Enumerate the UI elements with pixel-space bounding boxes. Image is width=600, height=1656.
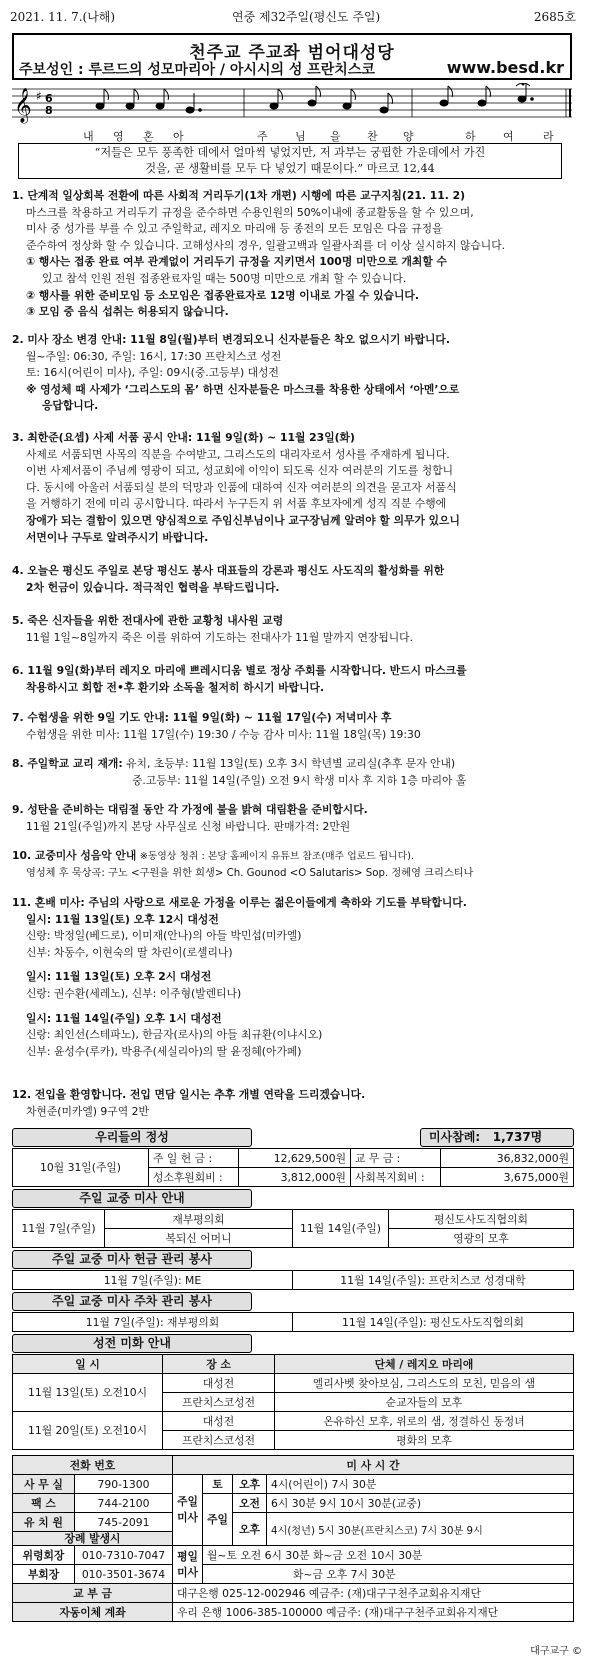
attendance-value: 1,737명 (492, 1130, 543, 1144)
beautify-group: 엘리사벳 찾아보심, 그리스도의 모친, 믿음의 샘 (275, 1374, 574, 1393)
notice-line: 준수하여 정상화 할 수 있습니다. 고해성사의 경우, 일괄고백과 일괄사죄를 더 이상 실시하지 않습니다. (26, 238, 506, 252)
offering-value: 12,629,500원 (239, 1149, 351, 1168)
notice-6 (12, 663, 578, 696)
notice-title: 10. 교중미사 성음악 안내 (12, 849, 137, 862)
notice-line: ③ 모임 중 음식 섭취는 허용되지 않습니다. (26, 305, 229, 319)
quote-line: 것을, 곧 생활비를 모두 다 넣었기 때문이다.” 마르코 12,44 (145, 162, 435, 175)
phone-label: 부회장 (13, 1565, 75, 1584)
website-link[interactable]: www.besd.kr (446, 58, 564, 77)
mass-guide-group: 영광의 모후 (389, 1229, 574, 1248)
mass-day: 주일 (203, 1494, 233, 1546)
offering-label: 사회복지회비 : (351, 1168, 441, 1187)
money-service-table (12, 1270, 574, 1290)
notice-title: 3. 최한준(요셉) 사제 서품 공시 안내: 11월 9일(화) ~ 11월 23일(화) (12, 431, 355, 444)
lyric-syllable: 님 (295, 130, 306, 143)
offering-label: 주 일 헌 금 : (149, 1149, 239, 1168)
notice-note: ※동영상 청취 : 본당 홈페이지 유튜브 참조(매주 업로드 됩니다). (139, 851, 415, 862)
bulletin-header (10, 8, 576, 28)
lyric-syllable: 영 (113, 130, 124, 143)
notice-line: ※ 영성체 때 사제가 ‘그리스도의 몸’ 하면 신자분들은 마스크를 착용한 상태에서 ‘아멘’으로 (26, 382, 460, 396)
notice-line: 이번 사제서품이 주님께 영광이 되고, 성교회에 이익이 되도록 신자 여러분의 기도를 청합니 (26, 464, 454, 478)
notice-line: 마스크를 착용하고 거리두기 규정을 준수하면 수용인원의 50%이내에 종교활동을 할 수 있으며, (26, 205, 474, 219)
beautify-place: 대성전 (163, 1412, 275, 1431)
mass-day: 토 (203, 1475, 233, 1494)
phone-label: 팩 스 (13, 1494, 75, 1513)
notice-line: 응답합니다. (42, 399, 99, 413)
gospel-quote (18, 143, 562, 179)
notice-title: 6. 11월 9일(화)부터 레지오 마리애 쁘레시디움 별로 정상 주회를 시작합니다. 반드시 마스크를 (12, 664, 467, 677)
phone-label: 위령회장 (13, 1546, 75, 1565)
mass-time: 4시(어린이) 7시 30분 (267, 1475, 574, 1494)
lyric-syllable: 여 (503, 130, 514, 143)
beautify-col-group: 단체 / 레지오 마리애 (275, 1355, 574, 1374)
notice-5 (12, 613, 578, 646)
wedding-time: 일시: 11월 14일(주일) 오후 1시 대성전 (26, 1011, 222, 1025)
offering-label: 교 무 금 : (351, 1149, 441, 1168)
notice-line: ① 행사는 접종 완료 여부 관계없이 거리두기 규정을 지키면서 100명 미만으로 개최할 수 (26, 255, 447, 269)
treble-clef-icon: 𝄞 (14, 88, 32, 123)
mass-period: 오전 (233, 1494, 267, 1513)
notice-12 (12, 1087, 578, 1120)
parking-service-table (12, 1312, 574, 1332)
notice-line: 장애가 되는 결함이 있으면 양심적으로 주임신부님이나 교구장님께 알려야 할 의무가 있으니 (26, 513, 460, 527)
beautify-header: 성전 미화 안내 (12, 1334, 252, 1353)
notice-2 (12, 332, 578, 415)
wedding-time: 일시: 11월 13일(토) 오후 12시 대성전 (26, 912, 219, 926)
notice-title: 9. 성탄을 준비하는 대림절 동안 각 가정에 불을 밝혀 대림환을 준비합시다. (12, 803, 368, 816)
notice-4 (12, 563, 578, 596)
attendance-label: 미사참례: (429, 1130, 481, 1144)
notice-line: 사제로 서품되면 사목의 직분을 수여받고, 그리스도의 대리자로서 성사를 주재하게 됩니다. (26, 447, 450, 461)
wedding-bride: 신부: 차동수, 이현숙의 딸 차린이(로셀리나) (26, 945, 233, 959)
bank-label: 교 부 금 (13, 1584, 173, 1603)
svg-text:6: 6 (45, 92, 53, 105)
phone-number[interactable]: 010-7310-7047 (75, 1546, 173, 1565)
lyric-syllable: 주 (257, 130, 268, 143)
funeral-label: 장례 발생시 (13, 1532, 173, 1546)
phone-number[interactable]: 790-1300 (75, 1475, 173, 1494)
footer-mark: 대구교구 © (530, 1646, 582, 1656)
weekday-mass-label: 평일 미사 (173, 1546, 203, 1584)
offering-header: 우리들의 정성 (12, 1128, 252, 1147)
lyric-syllable: 양 (403, 130, 414, 143)
notice-line: 월~주일: 06:30, 주일: 16시, 17:30 프란치스코 성전 (26, 349, 282, 363)
notice-7 (12, 710, 578, 743)
notice-line: 다. 동시에 아울러 서품되실 분의 덕망과 인품에 대하여 신자 여러분의 의견을 묻고자 서품식 (26, 480, 457, 494)
notice-title: 8. 주일학교 교리 재개: (12, 757, 123, 770)
parking-service-a: 11월 7일(주일): 재부평의회 (13, 1313, 293, 1332)
offering-value: 3,812,000원 (239, 1168, 351, 1187)
notice-title: 1. 단계적 일상회복 전환에 따른 사회적 거리두기(1차 개편) 시행에 따른 교구지침(21. 11. 2) (12, 189, 466, 202)
sunday-mass-label: 주일 미사 (173, 1475, 203, 1546)
lyric-syllable: 혼 (143, 130, 154, 143)
offering-table (12, 1148, 574, 1187)
mass-guide-group: 평신도사도직협의회 (389, 1210, 574, 1229)
attendance-box (420, 1128, 574, 1147)
notice-title: 11. 혼배 미사: 주님의 사랑으로 새로운 가정을 이루는 젊은이들에게 축하와 기도를 부탁합니다. (12, 896, 467, 909)
lyric-syllable: 찬 (367, 130, 378, 143)
notice-line: 중.고등부: 11월 14일(주일) 오전 9시 학생 미사 후 지하 1층 마리아 홀 (132, 773, 467, 787)
notice-line: 수험생을 위한 미사: 11월 17일(수) 19:30 / 수능 감사 미사: 11월 18일(목) 19:30 (26, 727, 421, 741)
lyric-syllable: 라 (543, 130, 554, 143)
parking-service-header: 주일 교중 미사 주차 관리 봉사 (12, 1292, 252, 1311)
svg-text:♯: ♯ (36, 89, 42, 103)
issue-date: 2021. 11. 7.(나해) (10, 10, 116, 24)
notice-11 (12, 895, 578, 1060)
offering-date: 10월 31일(주일) (13, 1149, 149, 1187)
notice-line: ② 행사를 위한 준비모임 등 소모임은 접종완료자로 12명 이내로 가질 수 있습니다. (26, 288, 419, 302)
notice-8 (12, 756, 578, 789)
mass-guide-date: 11월 7일(주일) (13, 1210, 105, 1248)
money-service-header: 주일 교중 미사 헌금 관리 봉사 (12, 1250, 252, 1269)
mass-guide-date: 11월 14일(주일) (293, 1210, 389, 1248)
lyric-syllable: 내 (83, 130, 94, 143)
liturgical-week: 연중 제32주일(평신도 주일) (232, 10, 381, 24)
beautify-place: 대성전 (163, 1374, 275, 1393)
bank-account: 우리 은행 1006-385-100000 예금주: (재)대구구천주교회유지재단 (173, 1603, 574, 1622)
notice-10 (12, 848, 578, 882)
mass-period: 오후 (233, 1475, 267, 1494)
mass-time: 화~금 오후 7시 30분 (203, 1565, 574, 1584)
phone-label: 사 무 실 (13, 1475, 75, 1494)
beautify-place: 프란치스코성전 (163, 1431, 275, 1450)
notice-line: 2차 헌금이 있습니다. 적극적인 협력을 부탁드립니다. (26, 580, 280, 594)
wedding-groom: 신랑: 박정일(베드로), 이미재(안나)의 아들 박민섭(미카엘) (26, 929, 302, 943)
mass-times-header: 미 사 시 간 (173, 1456, 574, 1475)
notice-line: 토: 16시(어린이 미사), 주일: 09시(중.고등부) 대성전 (26, 366, 279, 380)
notice-line: 11월 21일(주일)까지 본당 사무실로 신청 바랍니다. 판매가격: 2만원 (26, 819, 351, 833)
wedding-groom: 신랑: 최인선(스테파노), 한금자(로사)의 아들 최규환(이냐시오) (26, 1028, 323, 1042)
beautify-date: 11월 20일(토) 오전10시 (13, 1412, 163, 1450)
issue-number: 2685호 (533, 10, 576, 24)
notice-3 (12, 430, 578, 546)
notice-line: 영성체 후 묵상곡: 구노 <구원을 위한 희생> Ch. Gounod <O Salutaris> Sop. 정혜영 크리스티나 (26, 867, 474, 879)
notice-line: 서면이나 구두로 알려주시기 바랍니다. (26, 530, 209, 544)
notice-title: 4. 오늘은 평신도 주일로 본당 평신도 봉사 대표들의 강론과 평신도 사도직의 활성화를 위한 (12, 564, 445, 577)
wedding-bride: 신부: 윤성수(루카), 박용주(세실리아)의 딸 윤정혜(아가페) (26, 1044, 302, 1058)
lyric-syllable: 을 (330, 130, 341, 143)
notice-1 (12, 188, 578, 321)
beautify-group: 순교자들의 모후 (275, 1393, 574, 1412)
lyric-syllable: 아 (173, 130, 184, 143)
notice-line: 착용하시고 회합 전•후 환기와 소독을 철저히 하시기 바랍니다. (26, 680, 325, 694)
notice-line: 있고 참석 인원 전원 접종완료자일 때는 500명 미만으로 개최 할 수 있습니다. (42, 271, 407, 285)
bank-account: 대구은행 025-12-002946 예금주: (재)대구구천주교회유지재단 (173, 1584, 574, 1603)
contact-mass-table (12, 1455, 574, 1622)
mass-period: 오후 (233, 1513, 267, 1546)
mass-time: 월~토 오전 6시 30분 화~금 오전 10시 30분 (203, 1546, 574, 1565)
patron-saints: 주보성인 : 루르드의 성모마리아 / 아시시의 성 프란치스코 (19, 62, 375, 78)
beautify-table (12, 1354, 574, 1450)
mass-guide-header: 주일 교중 미사 안내 (12, 1189, 252, 1208)
phone-label: 유 치 원 (13, 1513, 75, 1532)
notice-title: 2. 미사 장소 변경 안내: 11월 8일(월)부터 변경되오니 신자분들은 착오 없으시기 바랍니다. (12, 333, 450, 346)
phone-number[interactable]: 744-2100 (75, 1494, 173, 1513)
beautify-group: 평화의 모후 (275, 1431, 574, 1450)
notice-line: 11월 1일~8일까지 죽은 이를 위하여 기도하는 전대사가 11월 말까지 연장됩니다. (26, 630, 414, 644)
beautify-col-place: 장 소 (163, 1355, 275, 1374)
quote-line: “저들은 모두 풍족한 데에서 얼마씩 넣었지만, 저 과부는 궁핍한 가운데에서 가진 (94, 146, 486, 159)
title-box (12, 33, 572, 80)
money-service-a: 11월 7일(주일): ME (13, 1271, 293, 1290)
notice-title: 12. 전입을 환영합니다. 전입 면담 일시는 추후 개별 연락을 드리겠습니다. (12, 1088, 366, 1101)
phone-header: 전화 번호 (13, 1456, 173, 1475)
phone-number[interactable]: 010-3501-3674 (75, 1565, 173, 1584)
notice-9 (12, 802, 578, 835)
lyric-syllable: 하 (465, 130, 476, 143)
notice-title: 7. 수험생을 위한 9일 기도 안내: 11월 9일(화) ~ 11월 17일(수) 저녁미사 후 (12, 711, 392, 724)
notice-title: 5. 죽은 신자들을 위한 전대사에 관한 교황청 내사원 교령 (12, 614, 284, 627)
money-service-b: 11월 14일(주일): 프란치스코 성경대학 (293, 1271, 574, 1290)
bank-label: 자동이체 계좌 (13, 1603, 173, 1622)
notice-line: 미사 중 성가를 부를 수 있고 주일학교, 레지오 마리애 등 종전의 모든 모임은 다음 규정을 (26, 222, 443, 236)
beautify-group: 온유하신 모후, 위로의 샘, 정결하신 동정녀 (275, 1412, 574, 1431)
mass-time: 6시 30분 9시 10시 30분(교중) (267, 1494, 574, 1513)
mass-guide-group: 재부평의회 (105, 1210, 293, 1229)
notice-line: 을 거행하기 전에 미리 공시합니다. 따라서 누구든지 위 서품 후보자에게 성직 직분 수행에 (26, 497, 447, 511)
svg-text:8: 8 (45, 104, 53, 117)
mass-time: 4시(청년) 5시 30분(프란치스코) 7시 30분 9시 (267, 1513, 574, 1546)
notice-line: 유치, 초등부: 11월 13일(토) 오후 3시 학년별 교리실(추후 문자 안내) (126, 757, 456, 770)
hymn-lyrics (40, 128, 560, 142)
offering-value: 3,675,000원 (441, 1168, 574, 1187)
mass-guide-table (12, 1209, 574, 1248)
beautify-date: 11월 13일(토) 오전10시 (13, 1374, 163, 1412)
hymn-score (12, 83, 572, 127)
offering-label: 성소후원회비 : (149, 1168, 239, 1187)
notice-line: 차현준(미카엘) 9구역 2반 (26, 1104, 149, 1118)
phone-number[interactable]: 745-2091 (75, 1513, 173, 1532)
parking-service-b: 11월 14일(주일): 평신도사도직협의회 (293, 1313, 574, 1332)
offering-value: 36,832,000원 (441, 1149, 574, 1168)
wedding-time: 일시: 11월 13일(토) 오후 2시 대성전 (26, 970, 212, 984)
beautify-place: 프란치스코성전 (163, 1393, 275, 1412)
church-name: 천주교 주교좌 범어대성당 (189, 43, 395, 63)
wedding-couple: 신랑: 권수환(세레노), 신부: 이주형(발렌티나) (26, 986, 242, 1000)
mass-guide-group: 복되신 어머니 (105, 1229, 293, 1248)
beautify-col-date: 일 시 (13, 1355, 163, 1374)
